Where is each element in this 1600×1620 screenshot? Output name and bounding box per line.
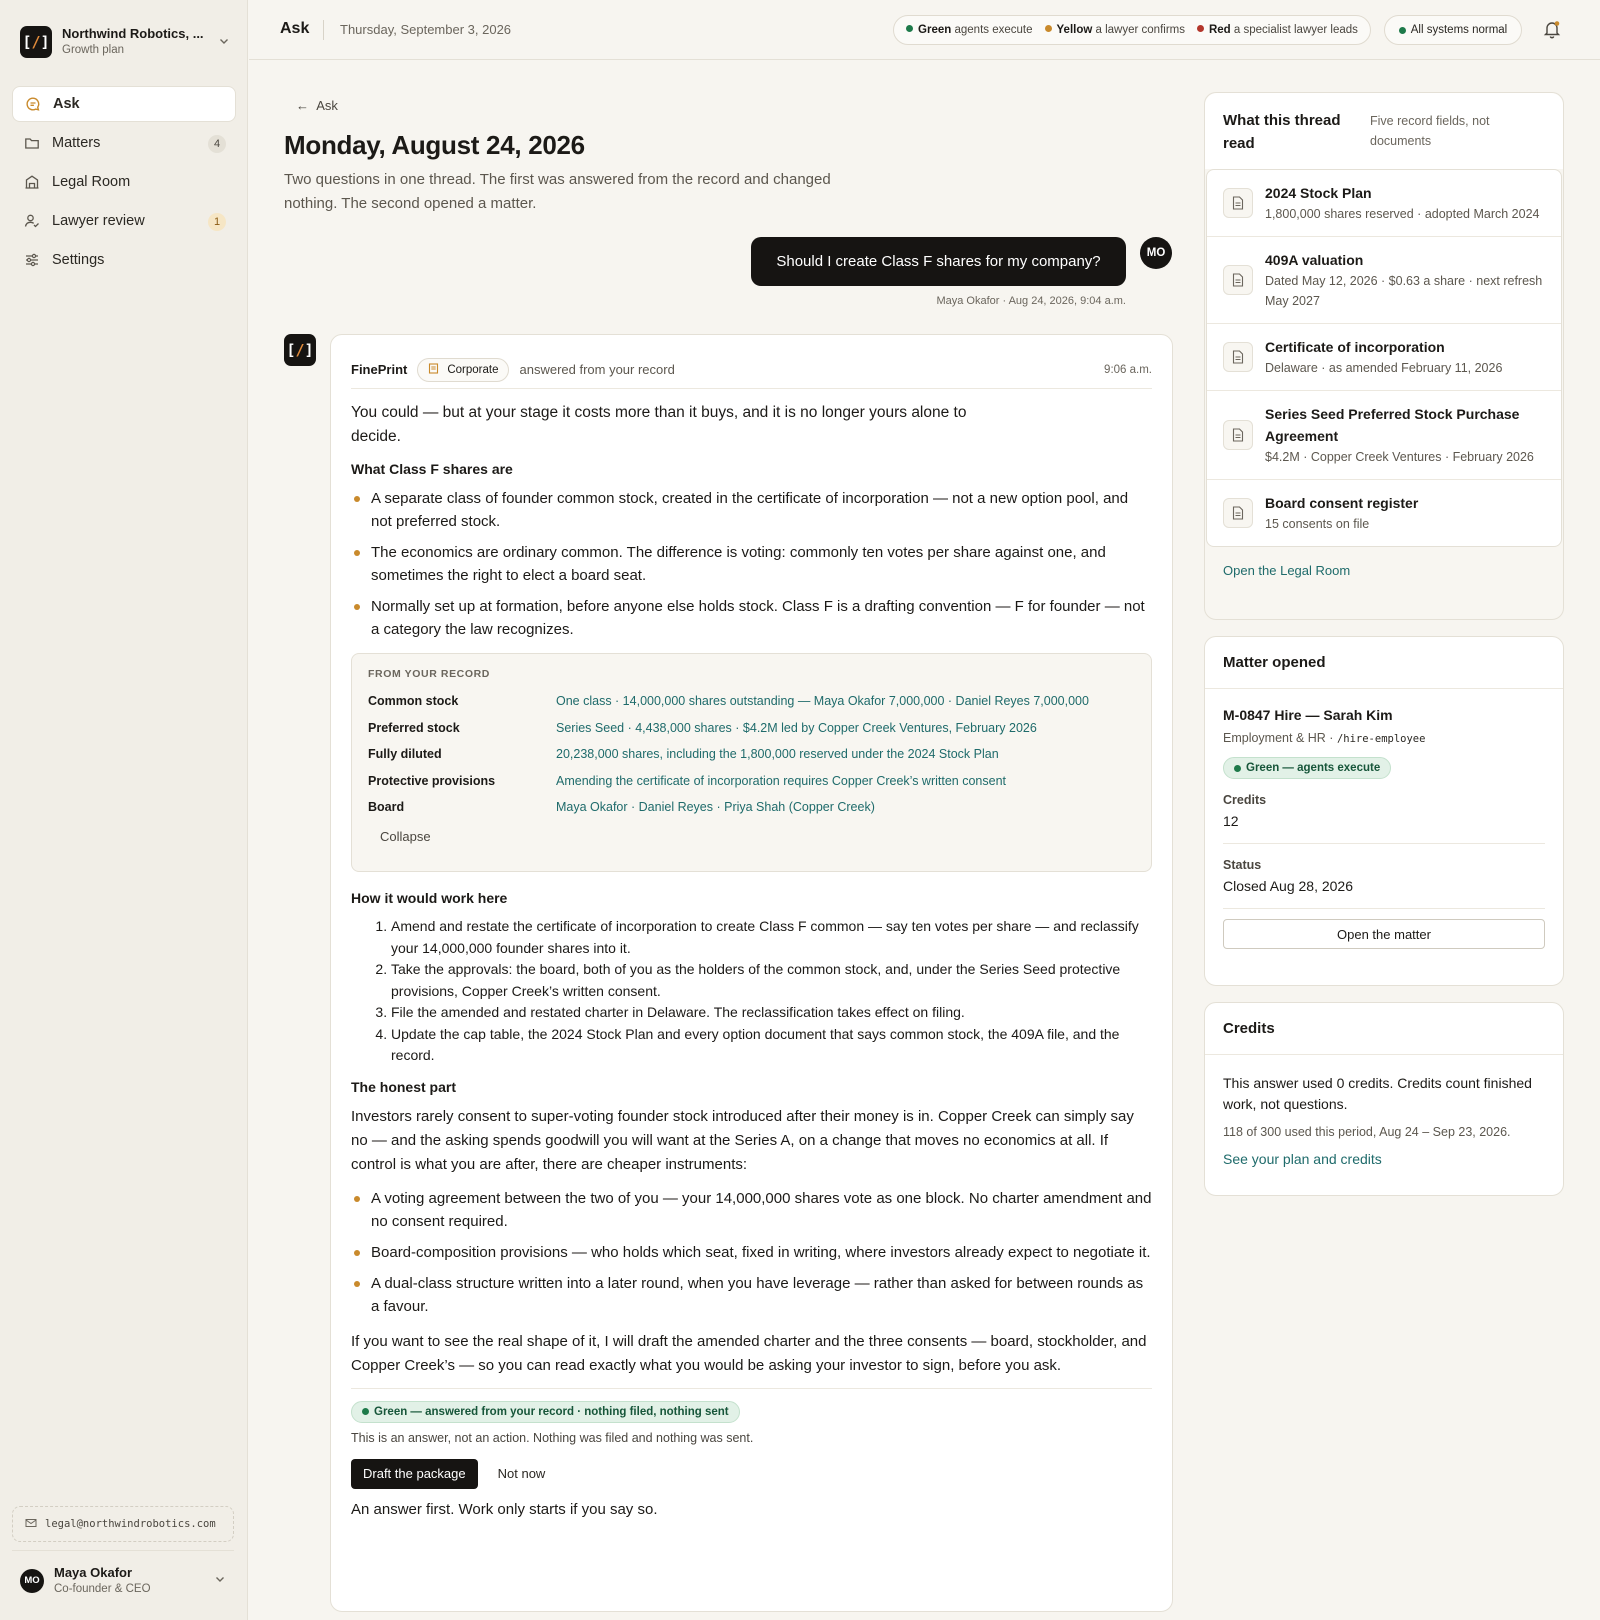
user-menu[interactable]	[12, 1550, 234, 1610]
org-logo: [ / ]	[20, 26, 52, 58]
fineprint-logo: [ / ]	[284, 334, 316, 366]
chat-icon	[25, 96, 41, 112]
sliders-icon	[24, 252, 40, 268]
record-row: Board Maya Okafor · Daniel Reyes · Priya Shah (Copper Creek)	[368, 800, 875, 815]
answer-header	[351, 351, 1152, 389]
matter-card	[1204, 636, 1564, 986]
chevron-down-icon	[218, 35, 230, 50]
list-item: 2. Take the approvals: the board, both of you as the holders of the common stock, and, under the Series Seed protective provisions, Copper Creek’s written consent.	[391, 959, 1152, 1002]
answer-author: FinePrint	[351, 362, 408, 377]
nav-item-ask[interactable]	[12, 86, 236, 122]
bullet-list	[351, 487, 1152, 641]
bell-icon[interactable]	[1541, 18, 1563, 40]
record-row: Common stock One class · 14,000,000 shares outstanding — Maya Okafor 7,000,000 · Daniel Reyes 7,000,000	[368, 694, 1089, 709]
credits-text: This answer used 0 credits. Credits count finished work, not questions.	[1223, 1075, 1532, 1112]
open-legal-room-link[interactable]: Open the Legal Room	[1223, 563, 1351, 578]
thread-sources-card	[1204, 92, 1564, 620]
email-text: legal@northwindrobotics.com	[45, 1518, 216, 1530]
page-subtitle: Two questions in one thread. The first was answered from the record and changed nothing. The second opened a matter.	[284, 171, 831, 212]
record-panel	[351, 653, 1152, 872]
avatar: MO	[1140, 237, 1172, 269]
credits-card	[1204, 1002, 1564, 1196]
main-nav	[12, 86, 236, 281]
status-field: Status Closed Aug 28, 2026	[1223, 844, 1545, 909]
paragraph: Investors rarely consent to super-voting founder stock introduced after their money is in. Copper Creek can simply say no — and the asking spends goodwill you will want at the Series A, on a change that moves no economics at all. If control is what you are after, there are cheaper instruments:	[351, 1107, 1134, 1173]
bullet-list	[351, 1187, 1152, 1318]
org-name: Northwind Robotics, ...	[62, 26, 204, 42]
answer-note: This is an answer, not an action. Nothing was filed and nothing was sent.	[351, 1430, 754, 1445]
legal-email-address[interactable]	[12, 1506, 234, 1542]
record-item[interactable]: Series Seed Preferred Stock Purchase Agreement $4.2M · Copper Creek Ventures · February 2026	[1207, 391, 1561, 480]
answer-time: 9:06 a.m.	[1104, 363, 1152, 376]
answer-source: answered from your record	[519, 362, 675, 377]
status-badge: Green — agents execute	[1223, 757, 1391, 779]
record-item[interactable]: Certificate of incorporation Delaware · as amended February 11, 2026	[1207, 324, 1561, 391]
open-matter-button[interactable]: Open the matter	[1223, 919, 1545, 949]
list-item: The economics are ordinary common. The difference is voting: commonly ten votes per share against one, and sometimes the right to elect a board seat.	[351, 541, 1152, 587]
review-count-badge: 1	[208, 213, 226, 231]
divider	[323, 20, 324, 40]
command-code: /hire-employee	[1336, 733, 1426, 745]
nav-item-settings[interactable]	[12, 242, 236, 278]
document-icon	[1223, 342, 1253, 372]
credits-field: Credits 12	[1223, 779, 1545, 844]
list-item: 3. File the amended and restated charter in Delaware. The reclassification takes effect on filing.	[391, 1002, 1152, 1024]
nav-label: Lawyer review	[52, 213, 145, 229]
list-item: 1. Amend and restate the certificate of incorporation to create Class F common — say ten votes per share — and reclassify your 14,000,000 founder shares into it.	[391, 916, 1152, 959]
matter-area: Employment & HR · /hire-employee	[1223, 731, 1426, 745]
collapse-button[interactable]: Collapse	[380, 828, 431, 844]
draft-package-button[interactable]: Draft the package	[351, 1459, 478, 1489]
nav-item-lawyer-review[interactable]	[12, 203, 236, 239]
record-label: FROM YOUR RECORD	[368, 668, 490, 680]
arrow-left-icon: ←	[296, 98, 309, 113]
card-title: What this thread read	[1223, 112, 1341, 152]
legend-green: Green agents execute	[906, 24, 1032, 36]
sidebar	[0, 0, 248, 1620]
nav-item-matters[interactable]	[12, 125, 236, 161]
record-row: Preferred stock Series Seed · 4,438,000 shares · $4.2M led by Copper Creek Ventures, February 2026	[368, 720, 1037, 735]
nav-item-legal-room[interactable]	[12, 164, 236, 200]
list-item: A separate class of founder common stock, created in the certificate of incorporation — not a new option pool, and not preferred stock.	[351, 487, 1152, 533]
org-plan: Growth plan	[62, 43, 125, 56]
closing-text: An answer first. Work only starts if you say so.	[351, 1500, 658, 1518]
steps-list	[351, 916, 1152, 1067]
mail-icon	[25, 1517, 37, 1532]
avatar: MO	[20, 1569, 44, 1593]
card-title: Credits	[1205, 1003, 1563, 1055]
page-section-title: Ask	[280, 20, 310, 37]
card-title: Matter opened	[1205, 637, 1563, 689]
record-item[interactable]: 2024 Stock Plan 1,800,000 shares reserved · adopted March 2024	[1207, 170, 1561, 237]
question-meta: Maya Okafor · Aug 24, 2026, 9:04 a.m.	[936, 295, 1126, 307]
section-heading: The honest part	[351, 1078, 457, 1095]
user-check-icon	[24, 213, 40, 229]
practice-area-tag: Corporate	[417, 358, 509, 382]
section-heading: How it would work here	[351, 890, 508, 906]
nav-label: Ask	[53, 96, 80, 112]
top-bar	[249, 0, 1600, 60]
user-role: Co-founder & CEO	[54, 1582, 151, 1595]
answer-lead: You could — but at your stage it costs more than it buys, and it is no longer yours alone to decide.	[351, 404, 967, 445]
paragraph: If you want to see the real shape of it, I will draft the amended charter and the three consents — board, stockholder, and Copper Creek’s — so you can read exactly what you would be asking your investor to sign, before you ask.	[351, 1332, 1147, 1374]
record-list	[1206, 169, 1562, 547]
document-icon	[428, 363, 439, 377]
status-badge: Green — answered from your record · nothing filed, nothing sent	[351, 1401, 740, 1423]
org-switcher[interactable]	[20, 24, 230, 60]
matter-title: M-0847 Hire — Sarah Kim	[1223, 707, 1393, 723]
record-item[interactable]: Board consent register 15 consents on file	[1207, 480, 1561, 546]
list-item: A voting agreement between the two of you — your 14,000,000 shares vote as one block. No charter amendment and no consent required.	[351, 1187, 1152, 1233]
legend-yellow: Yellow a lawyer confirms	[1045, 24, 1185, 36]
answer-card	[330, 334, 1173, 1612]
system-status[interactable]: All systems normal	[1384, 15, 1522, 45]
building-icon	[24, 174, 40, 190]
back-link[interactable]: ← Ask	[296, 98, 338, 113]
nav-label: Matters	[52, 135, 101, 151]
list-item: 4. Update the cap table, the 2024 Stock Plan and every option document that says common stock, the 409A file, and the record.	[391, 1024, 1152, 1067]
record-row: Protective provisions Amending the certificate of incorporation requires Copper Creek’s written consent	[368, 773, 1006, 788]
nav-label: Legal Room	[52, 174, 131, 190]
legend-red: Red a specialist lawyer leads	[1197, 24, 1358, 36]
user-name: Maya Okafor	[54, 1564, 133, 1580]
nav-label: Settings	[52, 252, 105, 268]
risk-legend	[893, 15, 1371, 45]
list-item: Board-composition provisions — who holds which seat, fixed in writing, where investors already expect to negotiate it.	[351, 1241, 1152, 1264]
matters-count-badge: 4	[208, 135, 226, 153]
document-icon	[1223, 188, 1253, 218]
plan-credits-link[interactable]: See your plan and credits	[1223, 1151, 1382, 1167]
card-subtitle: Five record fields, not documents	[1370, 114, 1490, 148]
list-item: A dual-class structure written into a later round, when you have leverage — rather than asked for between rounds as a favour.	[351, 1272, 1152, 1318]
not-now-button[interactable]: Not now	[497, 1466, 546, 1481]
record-item[interactable]: 409A valuation Dated May 12, 2026 · $0.63 a share · next refresh May 2027	[1207, 237, 1561, 324]
record-row: Fully diluted 20,238,000 shares, including the 1,800,000 reserved under the 2024 Stock Plan	[368, 747, 999, 762]
chevron-down-icon	[214, 1573, 226, 1588]
document-icon	[1223, 498, 1253, 528]
answer-footer	[351, 1388, 1152, 1518]
document-icon	[1223, 420, 1253, 450]
credits-usage: 118 of 300 used this period, Aug 24 – Sep 23, 2026.	[1223, 1125, 1511, 1139]
current-date: Thursday, September 3, 2026	[340, 22, 512, 37]
user-question-bubble: Should I create Class F shares for my company?	[751, 237, 1126, 286]
page-title: Monday, August 24, 2026	[284, 130, 585, 160]
section-heading: What Class F shares are	[351, 461, 513, 477]
list-item: Normally set up at formation, before anyone else holds stock. Class F is a drafting convention — F for founder — not a category the law recognizes.	[351, 595, 1152, 641]
document-icon	[1223, 265, 1253, 295]
folder-icon	[24, 135, 40, 151]
